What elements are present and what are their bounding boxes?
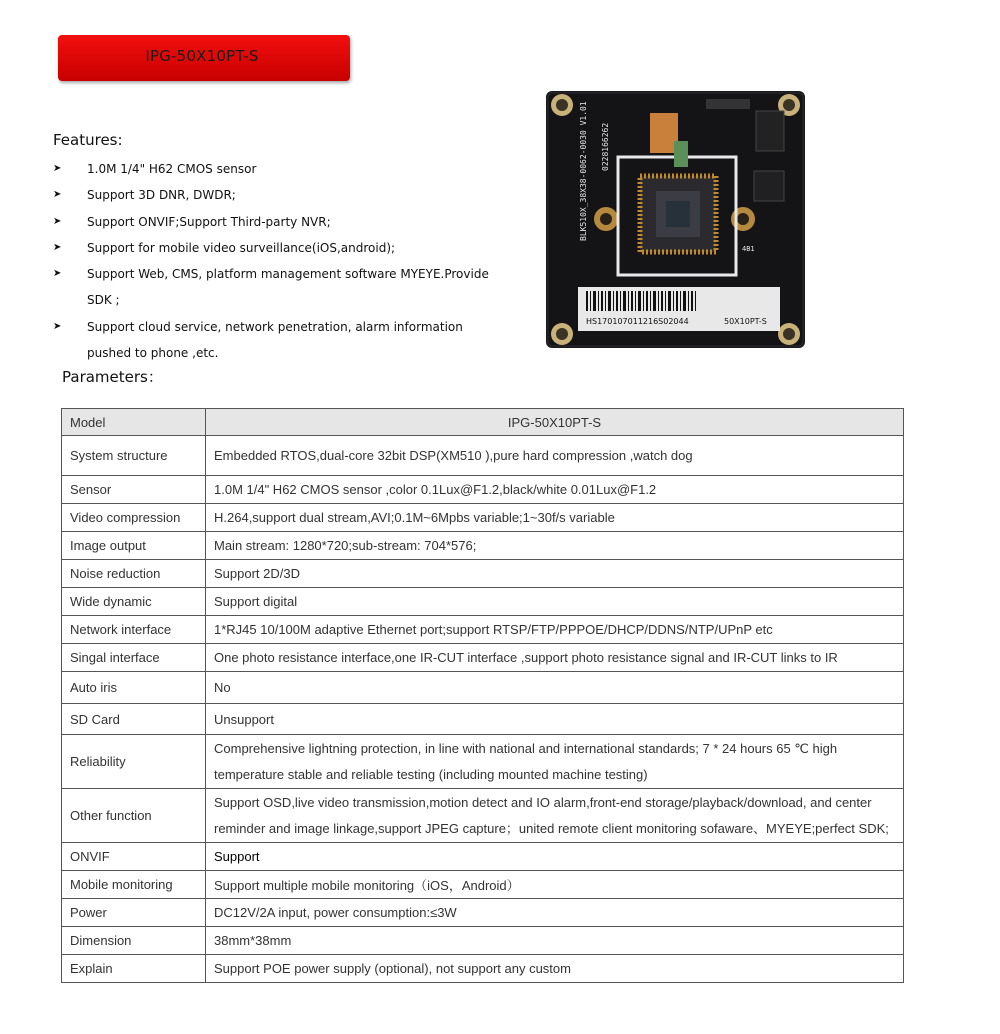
parameters-heading: Parameters： [62,368,163,386]
param-value: One photo resistance interface,one IR-CUT interface ,support photo resistance signal and IR-CUT links to IR [206,644,904,672]
svg-text:0228166262: 0228166262 [601,122,610,171]
param-value: Main stream: 1280*720;sub-stream: 704*576; [206,532,904,560]
param-key: Network interface [62,616,206,644]
param-key: Explain [62,955,206,983]
camera-board-photo [546,91,805,348]
param-key: Wide dynamic [62,588,206,616]
table-row [62,476,904,504]
param-key: Singal interface [62,644,206,672]
arrow-bullet-icon: ➤ [53,241,62,253]
feature-item: ➤ Support 3D DNR, DWDR; [53,182,503,208]
table-row [62,588,904,616]
param-key: Sensor [62,476,206,504]
param-key: Reliability [62,735,206,789]
param-value: 1*RJ45 10/100M adaptive Ethernet port;support RTSP/FTP/PPPOE/DHCP/DDNS/NTP/UPnP etc [206,616,904,644]
param-value: DC12V/2A input, power consumption:≤3W [206,899,904,927]
arrow-bullet-icon: ➤ [53,215,62,227]
table-row [62,672,904,704]
table-row [62,560,904,588]
table-row [62,955,904,983]
table-row [62,616,904,644]
arrow-bullet-icon: ➤ [53,189,62,201]
table-row [62,436,904,476]
table-row [62,504,904,532]
param-value: Unsupport [206,704,904,735]
features-list [53,156,503,366]
param-key: ONVIF [62,843,206,871]
param-value: Support POE power supply (optional), not support any custom [206,955,904,983]
param-value: No [206,672,904,704]
param-key: Video compression [62,504,206,532]
table-row [62,735,904,789]
param-key: Noise reduction [62,560,206,588]
param-value: Support 2D/3D [206,560,904,588]
svg-text:4B1: 4B1 [742,245,755,253]
param-value: H.264,support dual stream,AVI;0.1M~6Mpbs variable;1~30f/s variable [206,504,904,532]
model-banner [58,35,350,81]
feature-item: ➤ Support ONVIF;Support Third-party NVR; [53,209,503,235]
banner-title: IPG-50X10PT-S [145,47,259,65]
header-key-cell: Model [62,409,206,436]
param-key: Power [62,899,206,927]
param-value: Support multiple mobile monitoring（iOS，Android） [206,871,904,899]
param-key: Auto iris [62,672,206,704]
param-key: SD Card [62,704,206,735]
table-row [62,704,904,735]
sticker-serial: HS170107011216S02044 [586,317,689,326]
features-heading: Features: [53,131,123,149]
header-value-cell: IPG-50X10PT-S [206,409,904,436]
arrow-bullet-icon: ➤ [53,320,62,332]
param-value: 38mm*38mm [206,927,904,955]
param-value: Comprehensive lightning protection, in line with national and international standards; 7 * 24 hours 65 ℃ high temperature stable and reliable testing (including mounted machine testing) [206,735,904,789]
table-row [62,644,904,672]
param-key: Image output [62,532,206,560]
param-value: Support OSD,live video transmission,motion detect and IO alarm,front-end storage/playback/download, and center reminder and image linkage,support JPEG capture；united remote client monitoring sofaware、MYEYE;perfect SDK; [206,789,904,843]
table-header-row [62,409,904,436]
param-key: System structure [62,436,206,476]
arrow-bullet-icon: ➤ [53,268,62,280]
table-row [62,871,904,899]
table-row [62,927,904,955]
param-key: Other function [62,789,206,843]
param-value: Support digital [206,588,904,616]
svg-text:BLK510X_38X38-0062-0030 V1.01: BLK510X_38X38-0062-0030 V1.01 [579,101,588,241]
arrow-bullet-icon: ➤ [53,163,62,174]
param-value: Support [206,843,904,871]
sticker-model: 50X10PT-S [724,317,767,326]
table-row [62,789,904,843]
param-key: Dimension [62,927,206,955]
param-key: Mobile monitoring [62,871,206,899]
parameters-table [61,408,904,983]
feature-item: ➤ Support for mobile video surveillance(iOS,android); [53,235,503,261]
param-value: 1.0M 1/4" H62 CMOS sensor ,color 0.1Lux@F1.2,black/white 0.01Lux@F1.2 [206,476,904,504]
table-row [62,532,904,560]
table-row [62,843,904,871]
feature-item: ➤ Support cloud service, network penetration, alarm information pushed to phone ,etc. [53,314,503,367]
param-value: Embedded RTOS,dual-core 32bit DSP(XM510 ),pure hard compression ,watch dog [206,436,904,476]
feature-item: ➤ Support Web, CMS, platform management software MYEYE.Provide SDK ; [53,261,503,314]
feature-item: ➤ 1.0M 1/4" H62 CMOS sensor [53,156,503,182]
table-row [62,899,904,927]
